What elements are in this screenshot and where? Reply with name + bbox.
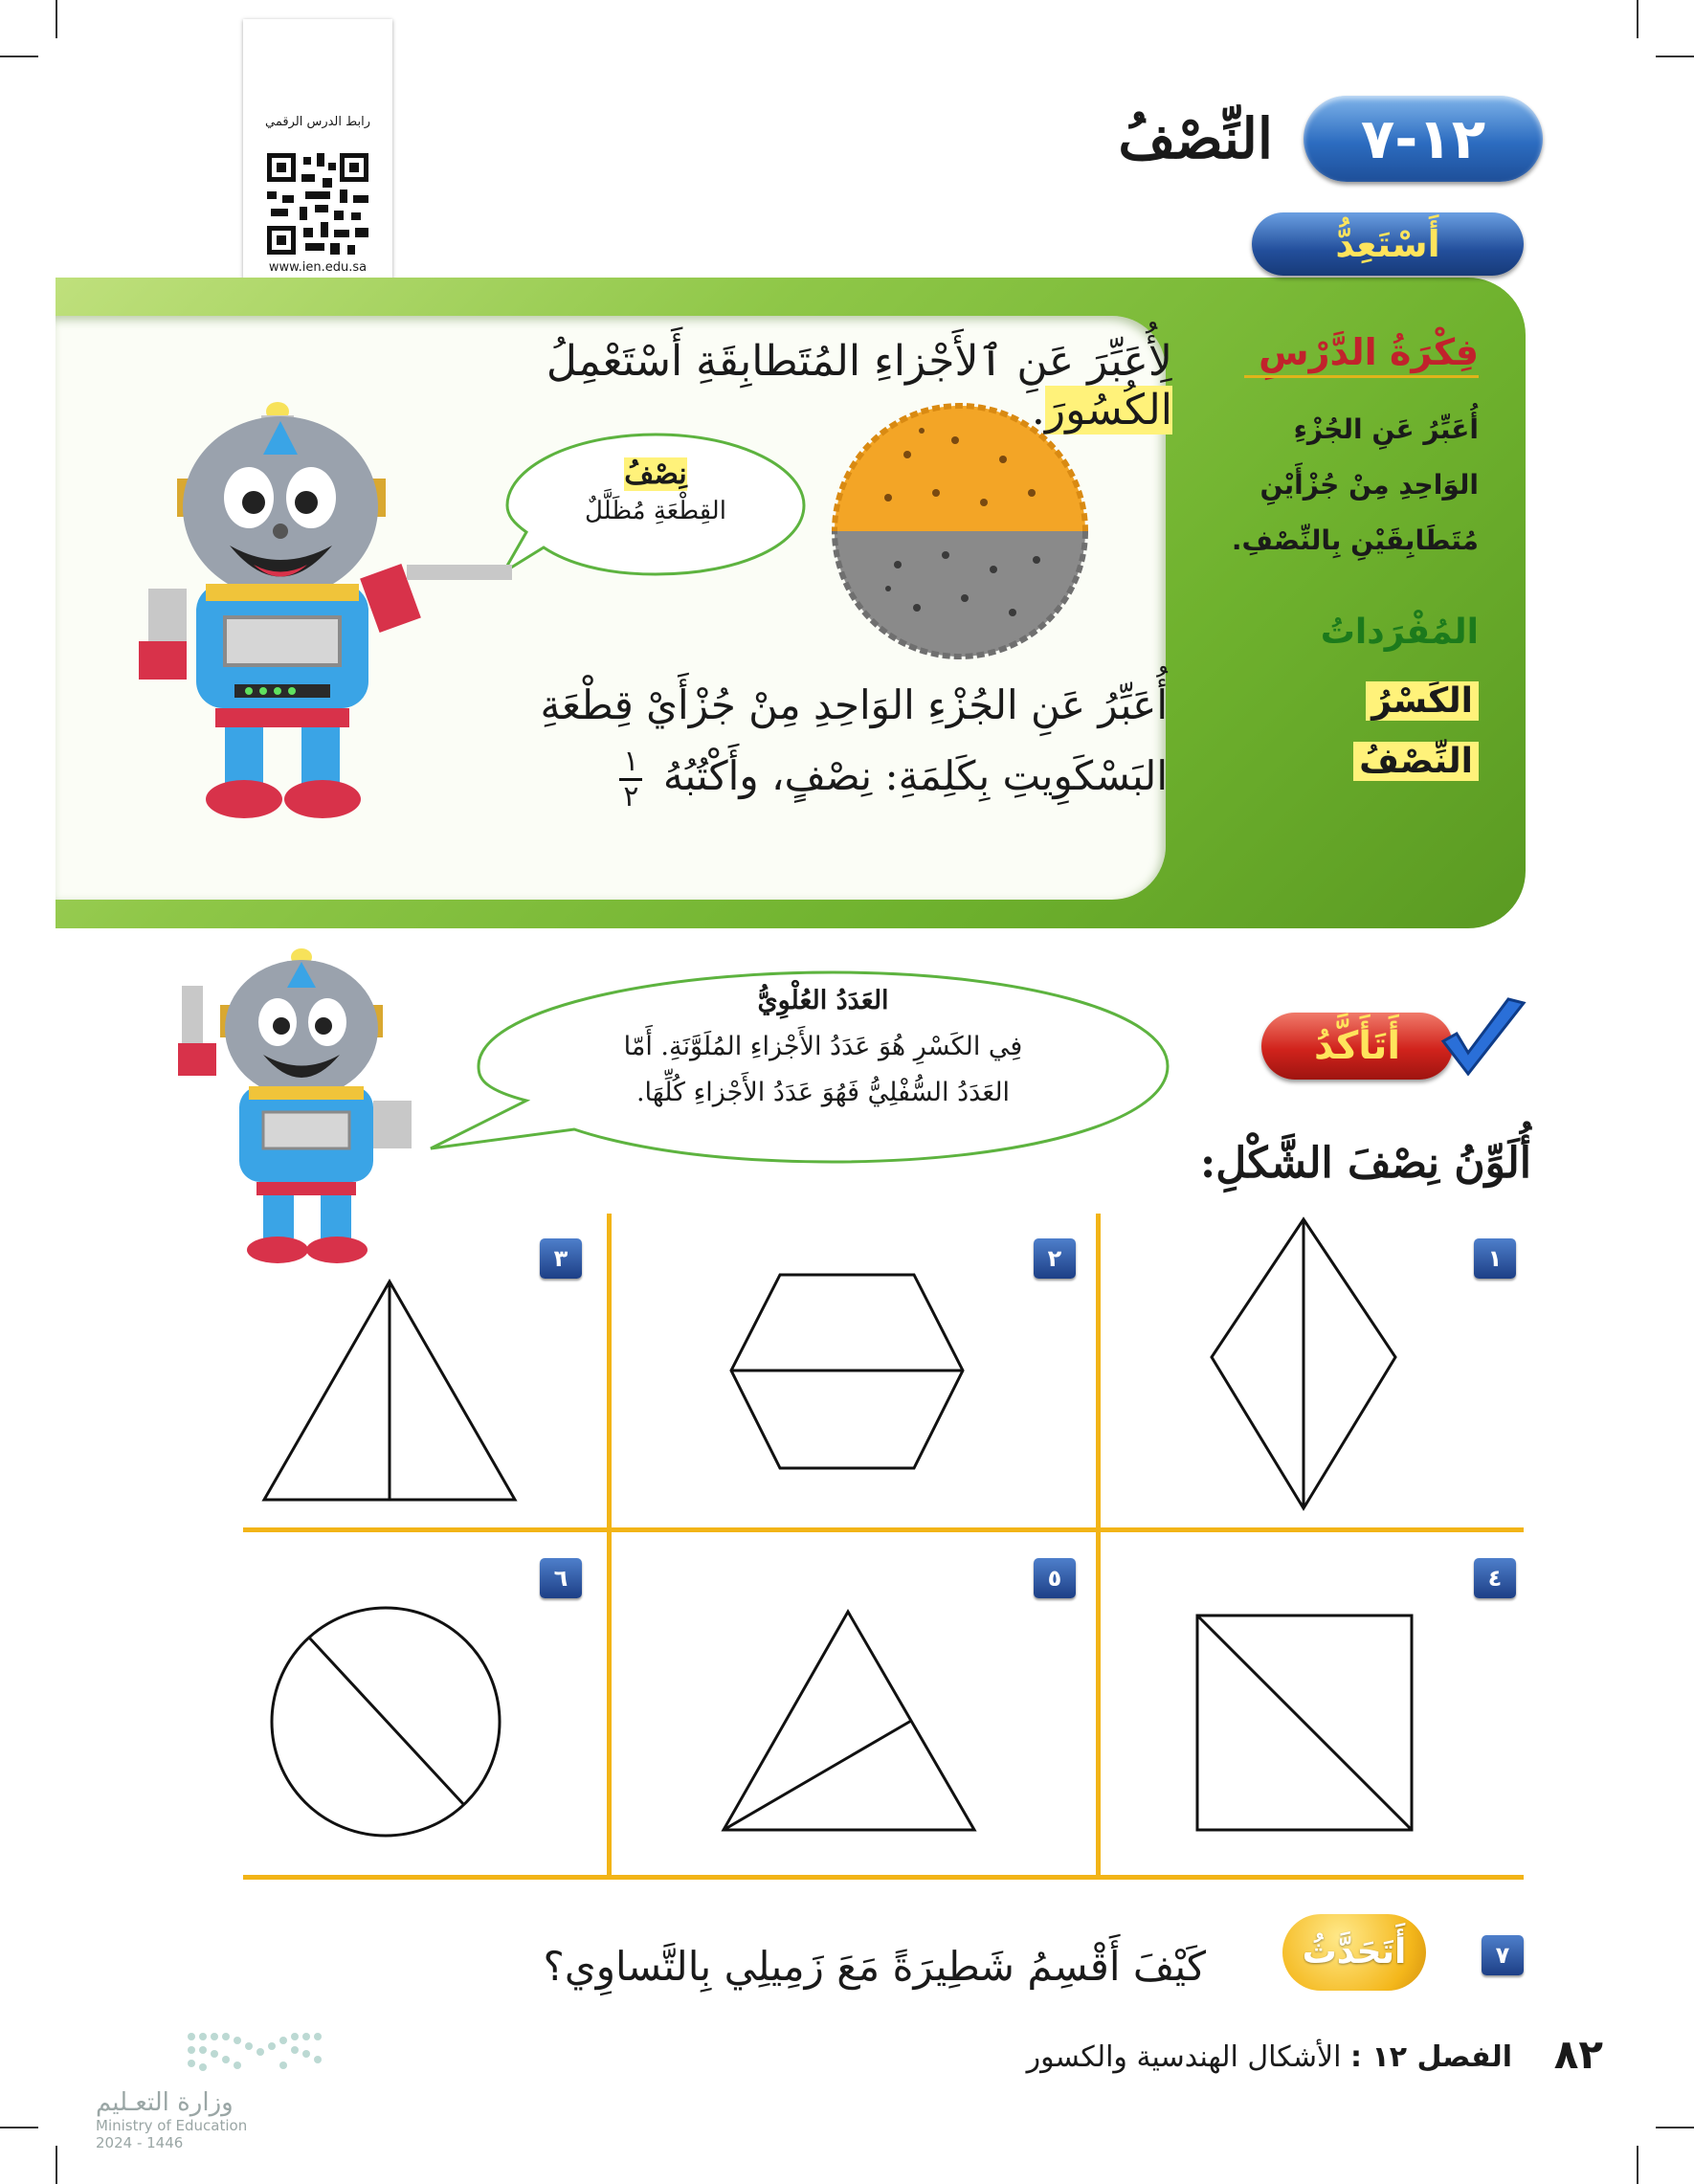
qr-caption: رابط الدرس الرقمي (265, 115, 370, 129)
shape-triangle-uneven-split[interactable] (720, 1608, 978, 1834)
highlight-fractions: الكُسُورَ (1044, 386, 1172, 435)
ministry-logo (96, 2027, 287, 2151)
intro-explanation: أُعَبِّرُ عَنِ الجُزْءِ الوَاحِدِ مِنْ جُزْأَيْ قِطْعَةِ البَسْكَوِيتِ بِكَلِمَةِ: نِصْفٍ، وأَكْتُبُهُ $\frac{١}{٢}$ (540, 681, 1168, 813)
crop-mark (1656, 56, 1694, 57)
grid-divider (1096, 1214, 1101, 1880)
page-number: ٨٢ (1553, 2031, 1603, 2078)
biscuit-half-shaded (831, 402, 1089, 660)
exercise-number-7: ٧ (1482, 1935, 1524, 1975)
ministry-year: 2024 - 1446 (96, 2134, 184, 2151)
talk-section-label: أَتَحَدَّثُ (1282, 1914, 1426, 1991)
hint-text: العَدَدُ العُلْوِيُّ فِي الكَسْرِ هُوَ عَدَدُ الأَجْزاءِ المُلَوَّنَةِ. أَمّا العَدَدُ السُّفْلِيُّ فَهُوَ عَدَدُ الأَجْزاءِ كُلِّهَا. (623, 986, 1023, 1107)
lesson-idea-heading: فِكْرَةُ الدَّرْسِ (1259, 331, 1479, 373)
exercise-number-6: ٦ (540, 1558, 582, 1598)
lesson-idea-text: أُعَبِّرُ عَنِ الجُزْءِ الوَاحِدِ مِنْ جُزْأَيْنِ مُتَطَابِقَيْنِ بِالنِّصْفِ. (1231, 413, 1479, 556)
exercise-number-5: ٥ (1034, 1558, 1076, 1598)
ministry-name-en: Ministry of Education (96, 2117, 248, 2134)
confirm-section-label: أَتَأَكَّدُ (1261, 1013, 1453, 1080)
exercise-instruction: أُلَوِّنُ نِصْفَ الشَّكْلِ: (1199, 1139, 1531, 1188)
exercise-number-2: ٢ (1034, 1238, 1076, 1279)
grid-divider (243, 1527, 1524, 1532)
crop-mark (0, 56, 38, 57)
qr-card[interactable] (243, 19, 392, 283)
fraction-one-half: $\frac{١}{٢}$ (619, 747, 642, 812)
crop-mark (1637, 0, 1638, 38)
shape-triangle-split[interactable] (260, 1278, 519, 1504)
robot-mascot (120, 402, 531, 823)
shape-hexagon-split[interactable] (727, 1271, 967, 1472)
qr-url[interactable]: www.ien.edu.sa (268, 260, 368, 275)
exercise-number-3: ٣ (540, 1238, 582, 1279)
vocab-list (1340, 681, 1479, 781)
lesson-title: النِّصْفُ (1118, 106, 1273, 171)
vocab-item-half: النِّصْفُ (1353, 742, 1479, 781)
shape-rhombus-split[interactable] (1208, 1215, 1399, 1512)
vocabulary-heading: المُفْرَداتُ (1320, 613, 1479, 652)
crop-mark (1656, 2127, 1694, 2128)
chapter-footer: الفصل ١٢ : الأشكال الهندسية والكسور (1026, 2040, 1512, 2074)
grid-divider (243, 1875, 1524, 1880)
divider (1244, 375, 1479, 378)
talk-question: كَيْفَ أَقْسِمُ شَطِيرَةً مَعَ زَمِيلِي بِالتَّساوِي؟ (543, 1943, 1206, 1990)
exercise-number-4: ٤ (1474, 1558, 1516, 1598)
ministry-name-ar: وزارة التعـليم (96, 2088, 234, 2117)
crop-mark (0, 2127, 38, 2128)
shape-square-split[interactable] (1194, 1613, 1415, 1833)
bubble-text: نِصْفُ القِطْعَةِ مُظَلَّلٌ (585, 457, 726, 525)
ministry-emblem-icon (96, 2027, 345, 2084)
robot-mascot-pointing-up (144, 947, 459, 1263)
checkmark-icon (1436, 995, 1531, 1081)
crop-mark (56, 0, 57, 38)
grid-divider (607, 1214, 612, 1880)
shape-circle-split[interactable] (268, 1604, 503, 1839)
crop-mark (1637, 2146, 1638, 2184)
lesson-number-badge: ١٢-٧ (1304, 96, 1543, 182)
ready-section-label: أَسْتَعِدُّ (1252, 212, 1524, 276)
crop-mark (56, 2146, 57, 2184)
qr-code-icon[interactable] (267, 153, 368, 255)
vocab-item-fraction: الكَسْرُ (1366, 681, 1479, 721)
exercise-number-1: ١ (1474, 1238, 1516, 1279)
intro-sentence: لِأُعَبِّرَ عَنِ ٱلأَجْزاءِ المُتَطابِقَةِ أَسْتَعْمِلُ الكُسُورَ. (546, 337, 1172, 435)
